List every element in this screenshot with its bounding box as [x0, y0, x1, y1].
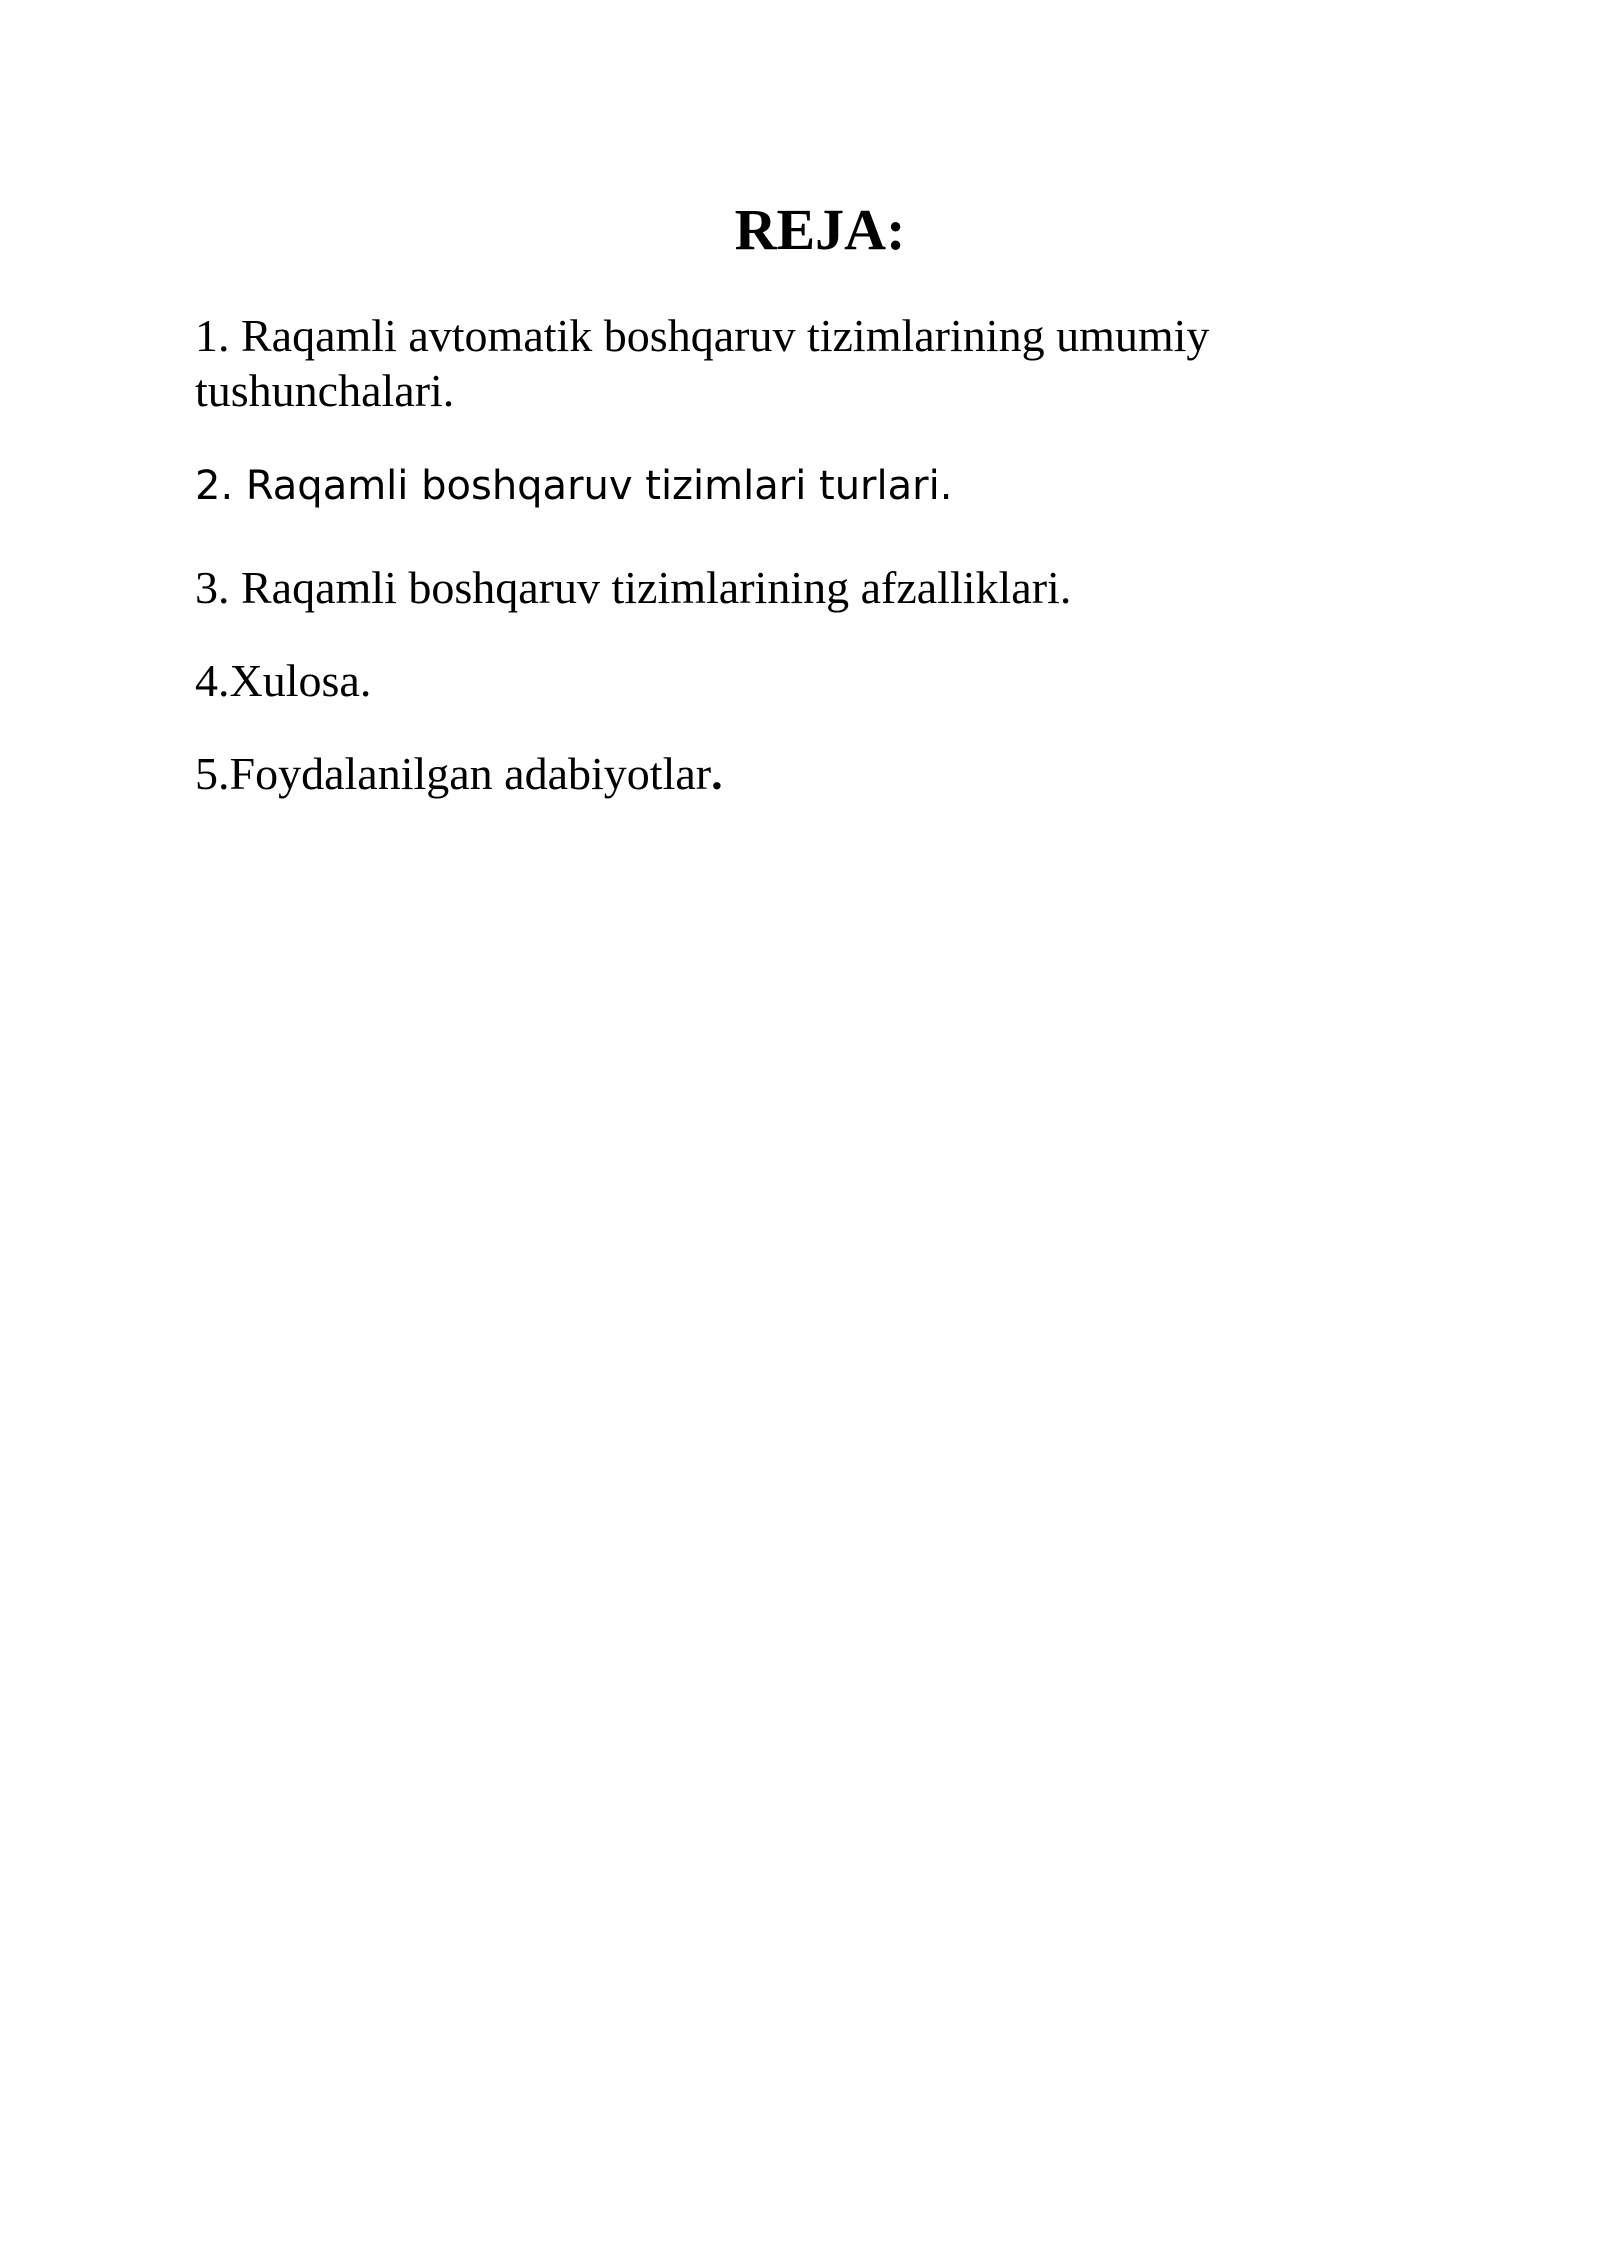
- plan-item-5-text: 5.Foydalanilgan adabiyotlar: [195, 748, 712, 799]
- plan-item-4: 4.Xulosa.: [195, 655, 372, 706]
- plan-item-5-period: .: [711, 748, 723, 799]
- plan-item-5: [195, 746, 1345, 801]
- plan-item-1: 1. Raqamli avtomatik boshqaruv tizimlarining umumiy tushunchalari.: [195, 310, 1210, 416]
- plan-item-3: 3. Raqamli boshqaruv tizimlarining afzalliklari.: [195, 562, 1072, 613]
- plan-item-2: 2. Raqamli boshqaruv tizimlari turlari.: [195, 463, 953, 509]
- page-title: REJA:: [734, 197, 906, 262]
